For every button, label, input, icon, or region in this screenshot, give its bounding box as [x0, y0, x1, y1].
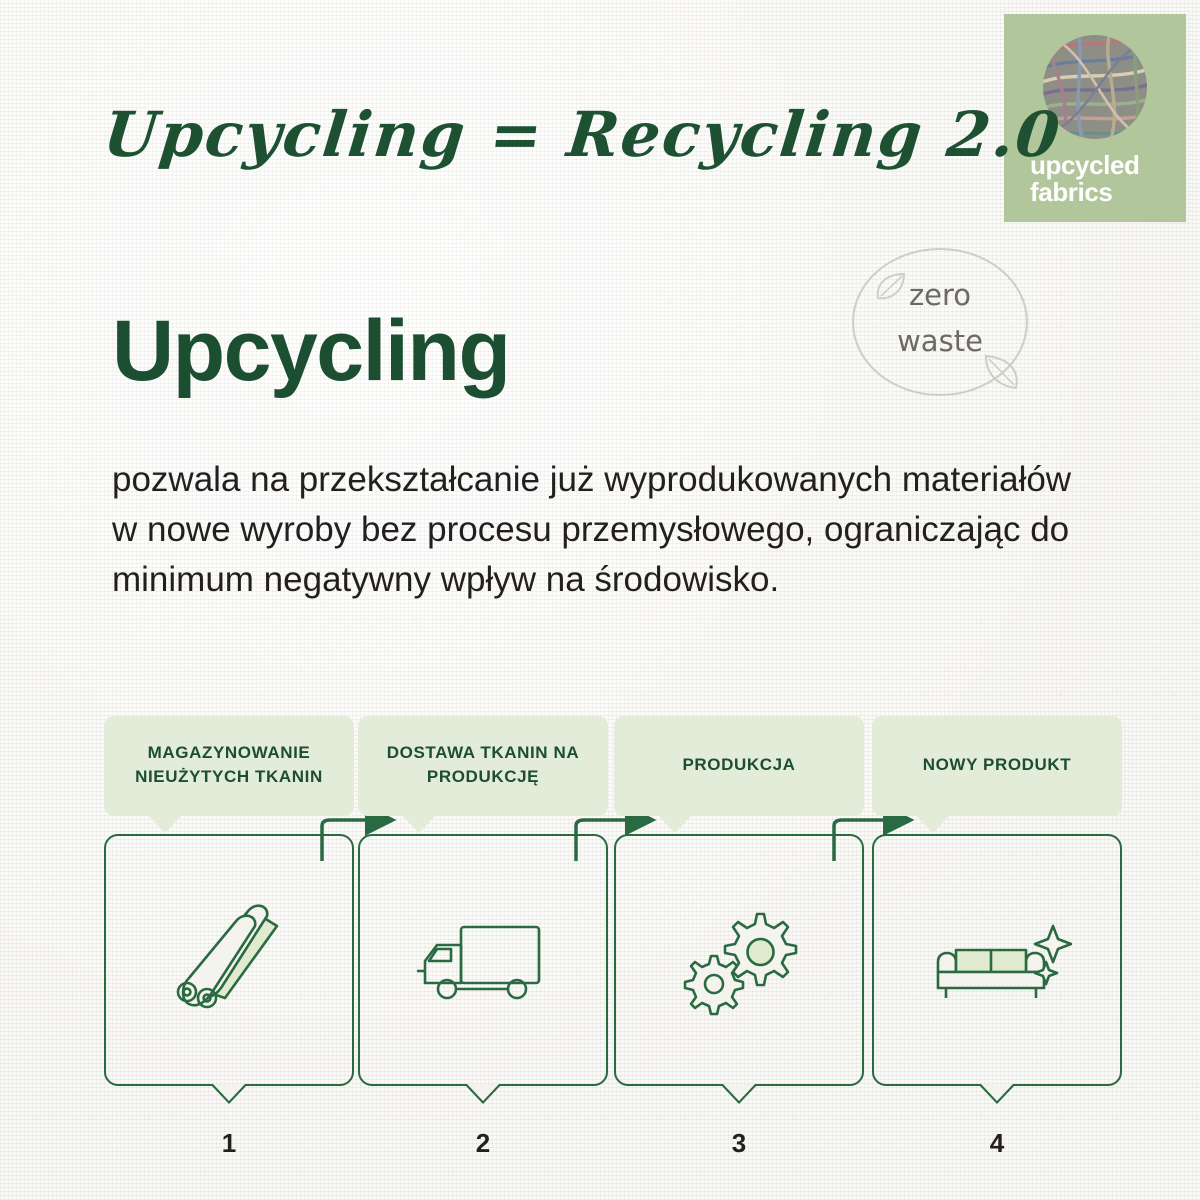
step-1-number: 1	[221, 1128, 237, 1158]
brand-logo-line1: upcycled	[1030, 150, 1140, 180]
process-step-3	[614, 716, 864, 1158]
stamp-line-2: waste	[897, 324, 983, 358]
step-1-body	[104, 834, 354, 1086]
body-paragraph: pozwala na przekształcanie już wyprodukowanych materiałów w nowe wyroby bez procesu przemysłowego, ograniczając do minimum negatywny wpływ na środowisko.	[112, 460, 1072, 599]
gears-icon	[669, 900, 809, 1020]
step-4-label: NOWY PRODUKT	[872, 716, 1122, 816]
step-3-number: 3	[731, 1128, 747, 1158]
zero-waste-stamp	[852, 248, 1028, 396]
process-flow	[0, 716, 1200, 1186]
process-step-1	[104, 716, 354, 1158]
stamp-line-1: zero	[908, 278, 972, 312]
step-2-number: 2	[475, 1128, 491, 1158]
process-step-2	[358, 716, 608, 1158]
step-1-label: MAGAZYNOWANIE NIEUŻYTYCH TKANIN	[104, 716, 354, 816]
step-2-body	[358, 834, 608, 1086]
step-4-body	[872, 834, 1122, 1086]
delivery-truck-icon	[413, 905, 553, 1015]
step-4-number: 4	[989, 1128, 1005, 1158]
step-3-body	[614, 834, 864, 1086]
script-title: Upcycling = Recycling 2.0	[100, 98, 1065, 171]
sofa-sparkle-icon	[922, 900, 1072, 1020]
brand-logo-line2: fabrics	[1030, 177, 1113, 208]
page-title: Upcycling	[112, 303, 510, 399]
fabric-rolls-icon	[165, 900, 293, 1020]
step-3-label: PRODUKCJA	[614, 716, 864, 816]
leaf-icon-secondary	[982, 352, 1022, 392]
step-2-label: DOSTAWA TKANIN NA PRODUKCJĘ	[358, 716, 608, 816]
process-step-4	[872, 716, 1122, 1158]
